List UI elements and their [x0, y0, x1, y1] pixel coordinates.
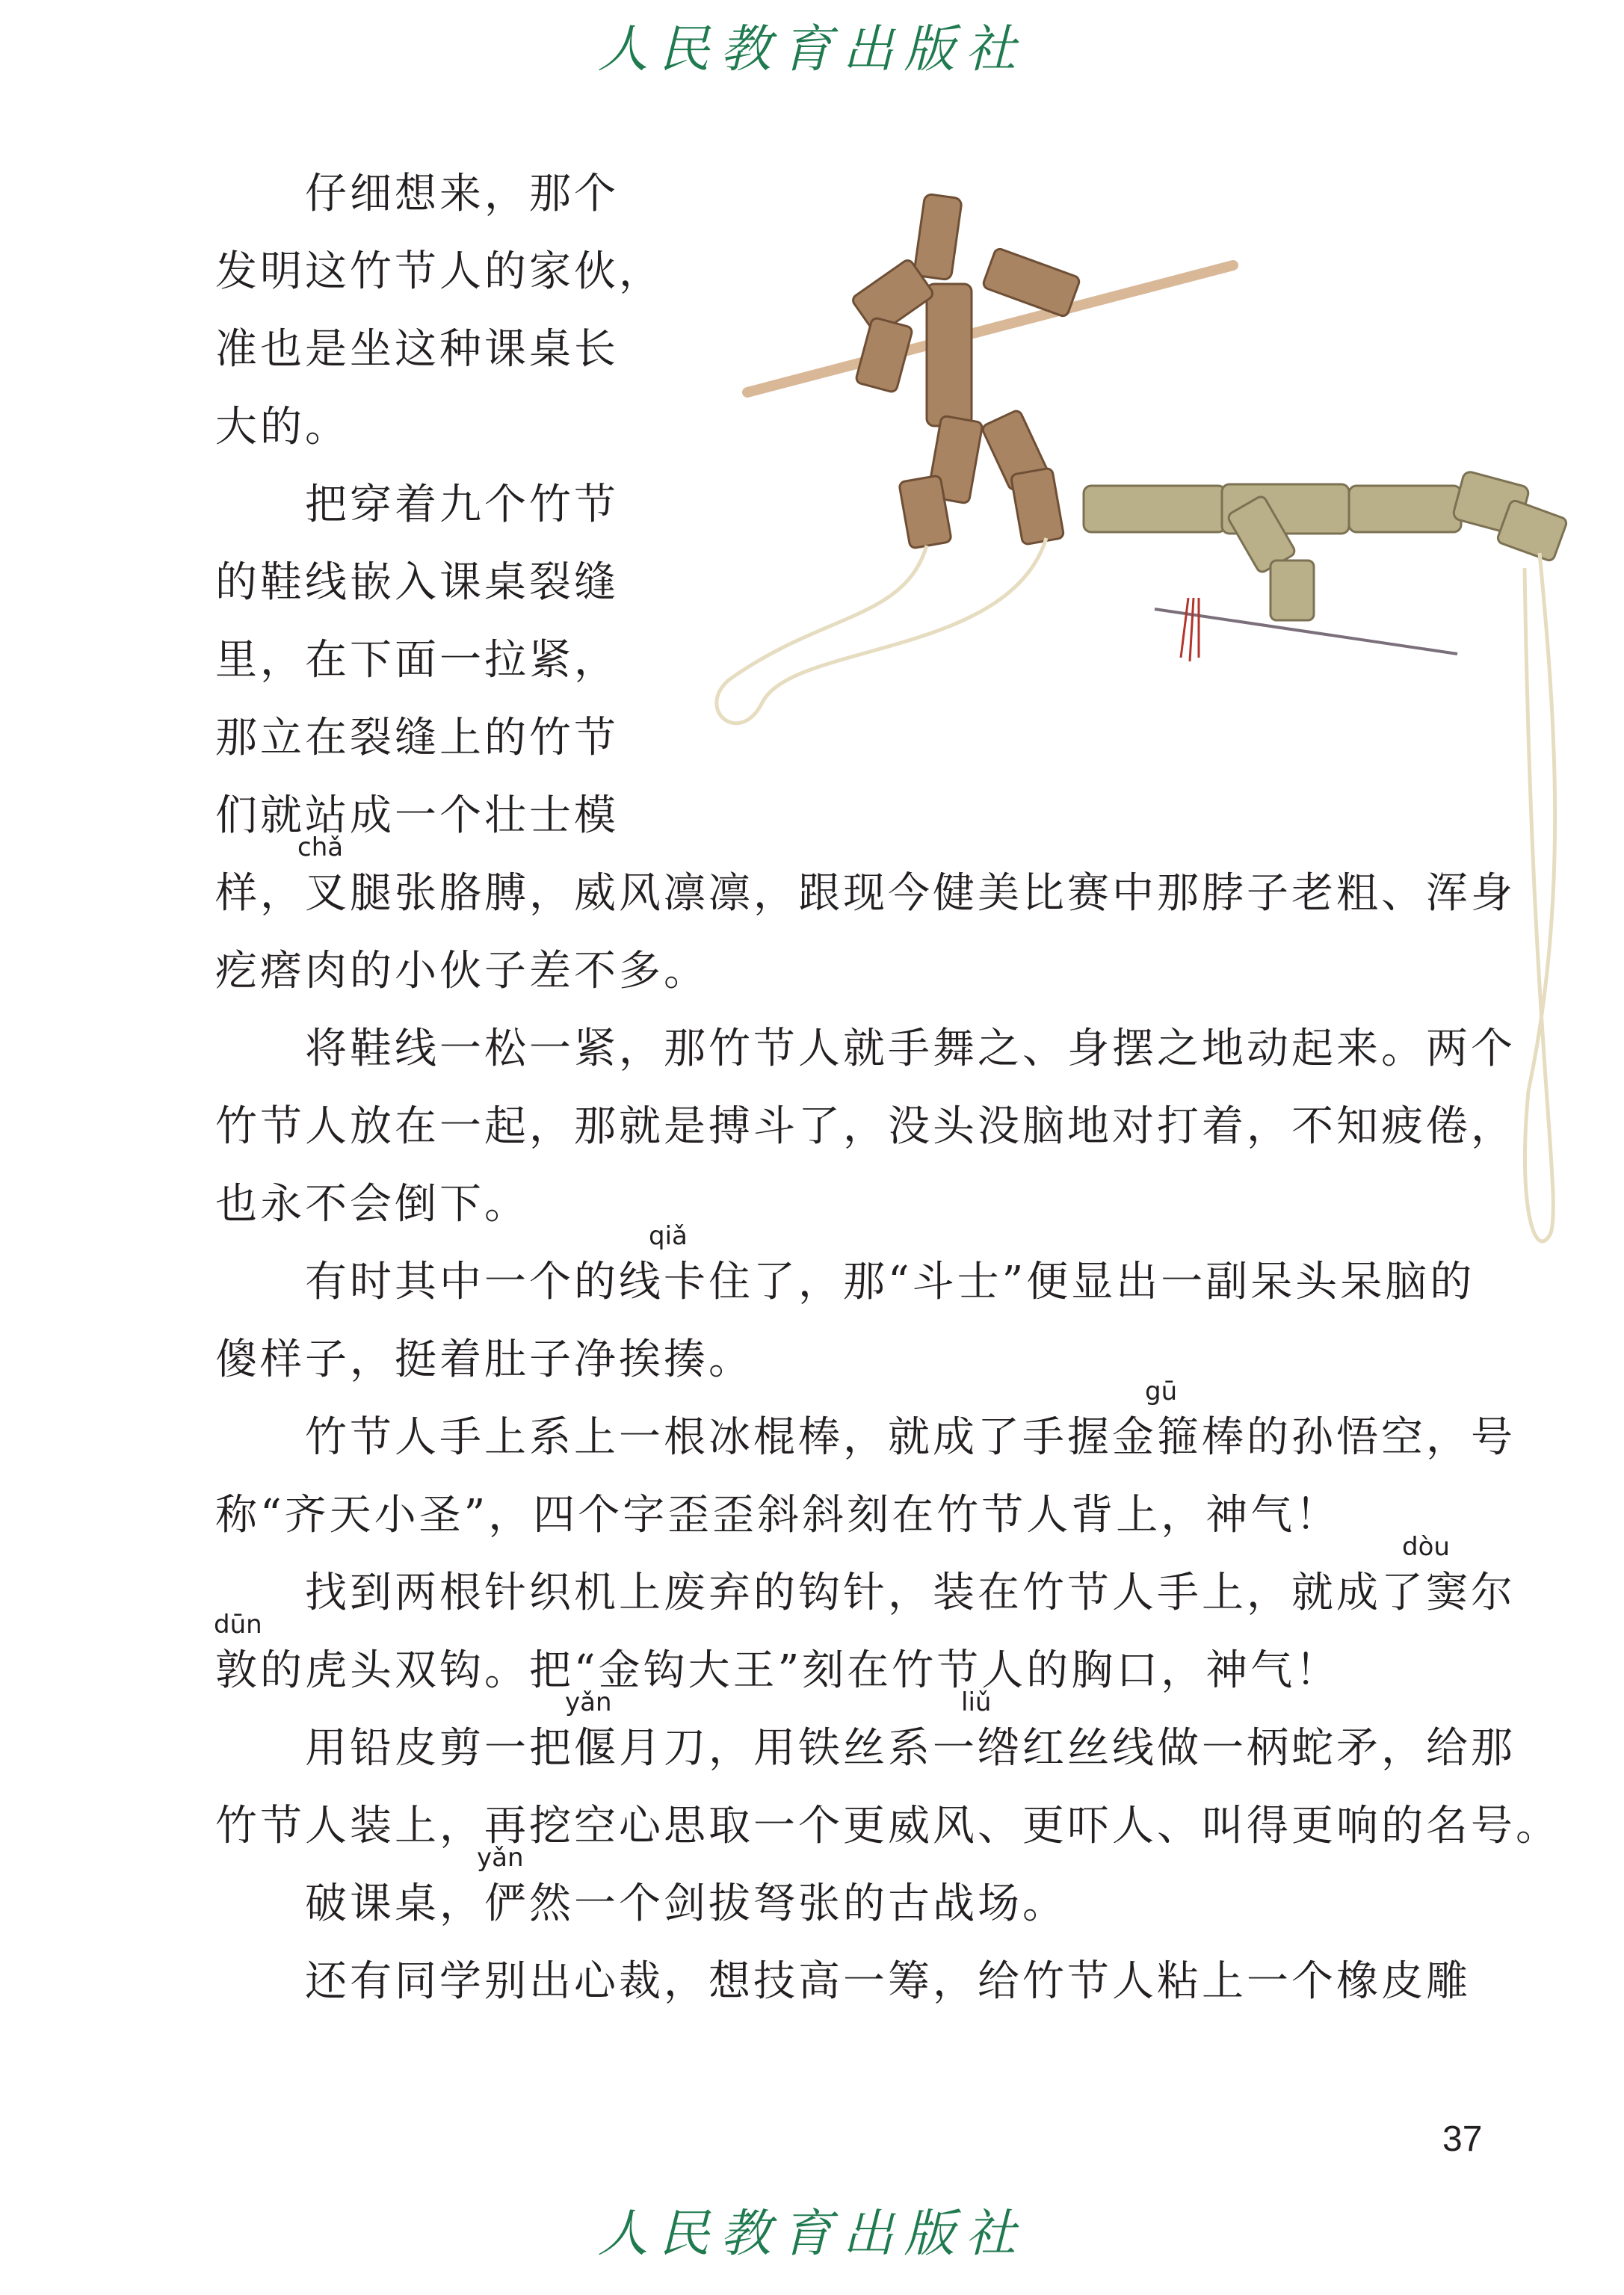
pinyin-annotation: dūn	[214, 1610, 262, 1640]
text-line: 竹节人放在一起，那就是搏斗了，没头没脑地对打着，不知疲倦，	[215, 1102, 1516, 1151]
text-line: 破课桌，俨然一个剑拔弩张的古战场。	[215, 1879, 1067, 1928]
text-line: 找到两根针织机上废弃的钩针，装在竹节人手上，就成了窦尔	[215, 1569, 1516, 1617]
text-line: 还有同学别出心裁，想技高一筹，给竹节人粘上一个橡皮雕	[215, 1957, 1471, 2006]
publisher-logo: 人民教育出版社	[597, 2205, 1027, 2264]
text-line: 有时其中一个的线卡住了，那“斗士”便显出一副呆头呆脑的	[215, 1258, 1475, 1306]
text-line: 准也是坐这种课桌长	[215, 325, 619, 374]
narrow-paragraph-block	[215, 155, 664, 855]
text-line: 竹节人手上系上一根冰棍棒，就成了手握金箍棒的孙悟空，号	[215, 1413, 1516, 1462]
hanging-string	[1525, 553, 1555, 1241]
publisher-logo: 人民教育出版社	[597, 20, 1027, 79]
text-line: 里，在下面一拉紧，	[215, 636, 619, 685]
string	[717, 538, 1046, 723]
text-line: 称“齐天小圣”，四个字歪歪斜斜刻在竹节人背上，神气！	[215, 1491, 1341, 1539]
text-line: 的鞋线嵌入课桌裂缝	[215, 558, 619, 607]
standing-bamboo-figure	[850, 194, 1080, 549]
text-line: 发明这竹节人的家伙，	[215, 247, 664, 296]
pinyin-annotation: yǎn	[477, 1843, 524, 1873]
text-line: 疙瘩肉的小伙子差不多。	[215, 947, 708, 995]
lying-bamboo-figure	[1084, 470, 1568, 620]
text-line: 竹节人装上，再挖空心思取一个更威风、更吓人、叫得更响的名号。	[215, 1802, 1560, 1850]
text-line: 大的。	[215, 403, 350, 451]
pinyin-annotation: liǔ	[961, 1687, 992, 1717]
pinyin-annotation: dòu	[1402, 1532, 1450, 1562]
text-line: 那立在裂缝上的竹节	[215, 714, 619, 762]
pinyin-annotation: chǎ	[297, 833, 344, 862]
text-line: 也永不会倒下。	[215, 1180, 529, 1229]
red-threads	[1181, 598, 1199, 661]
text-line: 把穿着九个竹节	[215, 481, 619, 529]
page-number: 37	[1442, 2119, 1483, 2159]
pinyin-annotation: yǎn	[565, 1687, 612, 1717]
text-line: 将鞋线一松一紧，那竹节人就手舞之、身摆之地动起来。两个	[215, 1025, 1516, 1073]
text-line: 们就站成一个壮士模	[215, 791, 619, 840]
text-line: 仔细想来，那个	[215, 170, 619, 218]
text-line: 用铅皮剪一把偃月刀，用铁丝系一绺红丝线做一柄蛇矛，给那	[215, 1724, 1516, 1773]
text-line: 样，叉腿张胳膊，威风凛凛，跟现今健美比赛中那脖子老粗、浑身	[215, 869, 1516, 918]
pinyin-annotation: qiǎ	[649, 1221, 688, 1251]
pinyin-annotation: gū	[1145, 1377, 1178, 1406]
bamboo-puppet-illustration	[703, 164, 1569, 1285]
text-line: 傻样子，挺着肚子净挨揍。	[215, 1335, 753, 1384]
text-line: 敦的虎头双钩。把“金钩大王”刻在竹节人的胸口，神气！	[215, 1646, 1341, 1695]
